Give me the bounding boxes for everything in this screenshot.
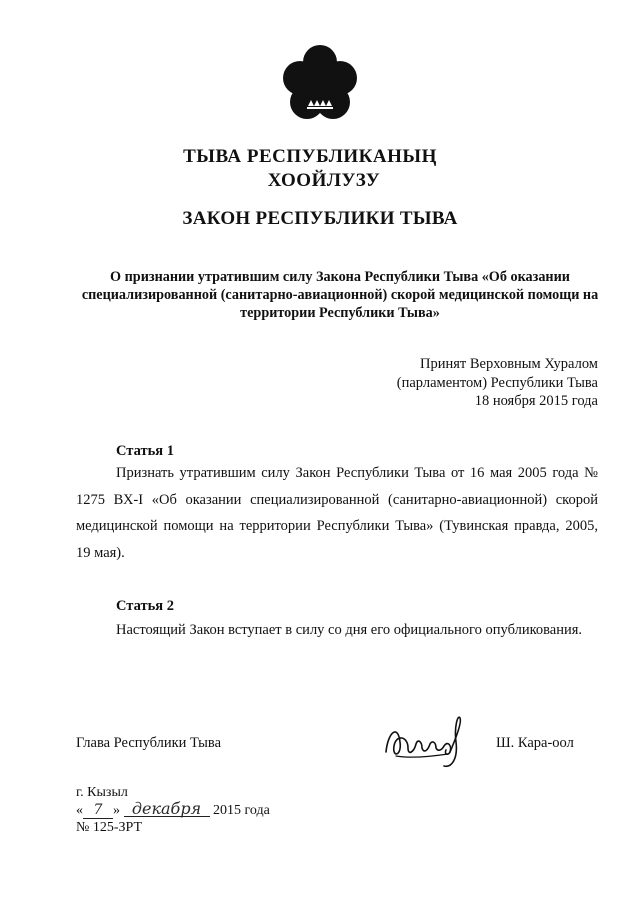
adoption-note <box>298 355 598 411</box>
law-number: № 125-ЗРТ <box>76 820 143 835</box>
article-2-heading: Статья 2 <box>116 598 174 614</box>
date-month: декабря <box>124 801 210 817</box>
article-1-text: Признать утратившим силу Закон Республики Тыва от 16 мая 2005 года № 1275 ВХ-I «Об оказании специализированной (санитарно-авиационной) скорой медицинской помощи на территории Республики Тыва» (Тувинская правда, 2005, 19 мая). <box>76 465 598 561</box>
adoption-date: 18 ноября 2015 года <box>474 393 598 409</box>
tyva-title-line2: ХООЙЛУЗУ <box>267 170 381 191</box>
signatory-position: Глава Республики Тыва <box>76 735 222 751</box>
adoption-line1: Принят Верховным Хуралом <box>420 356 598 372</box>
article-1-heading: Статья 1 <box>116 443 174 459</box>
date-close-quote: » <box>113 803 120 818</box>
handwritten-signature <box>378 712 478 772</box>
adoption-line2: (парламентом) Республики Тыва <box>396 374 598 391</box>
article-2-text: Настоящий Закон вступает в силу со дня его официального опубликования. <box>116 622 583 638</box>
tyva-title-line1: ТЫВА РЕСПУБЛИКАНЫҢ <box>183 146 437 167</box>
emblem-icon <box>278 42 362 126</box>
signing-date <box>76 801 270 819</box>
date-day: 7 <box>83 803 113 819</box>
date-year: 2015 года <box>213 803 270 818</box>
date-open-quote: « <box>76 803 83 818</box>
law-subject: О признании утратившим силу Закона Республики Тыва «Об оказании специализированной (санитарно-авиационной) скорой медицинской помощи на территории Республики Тыва» <box>81 269 599 321</box>
law-title: ЗАКОН РЕСПУБЛИКИ ТЫВА <box>182 208 458 229</box>
signatory-name: Ш. Кара-оол <box>496 735 574 751</box>
place-of-signing: г. Кызыл <box>76 785 128 800</box>
